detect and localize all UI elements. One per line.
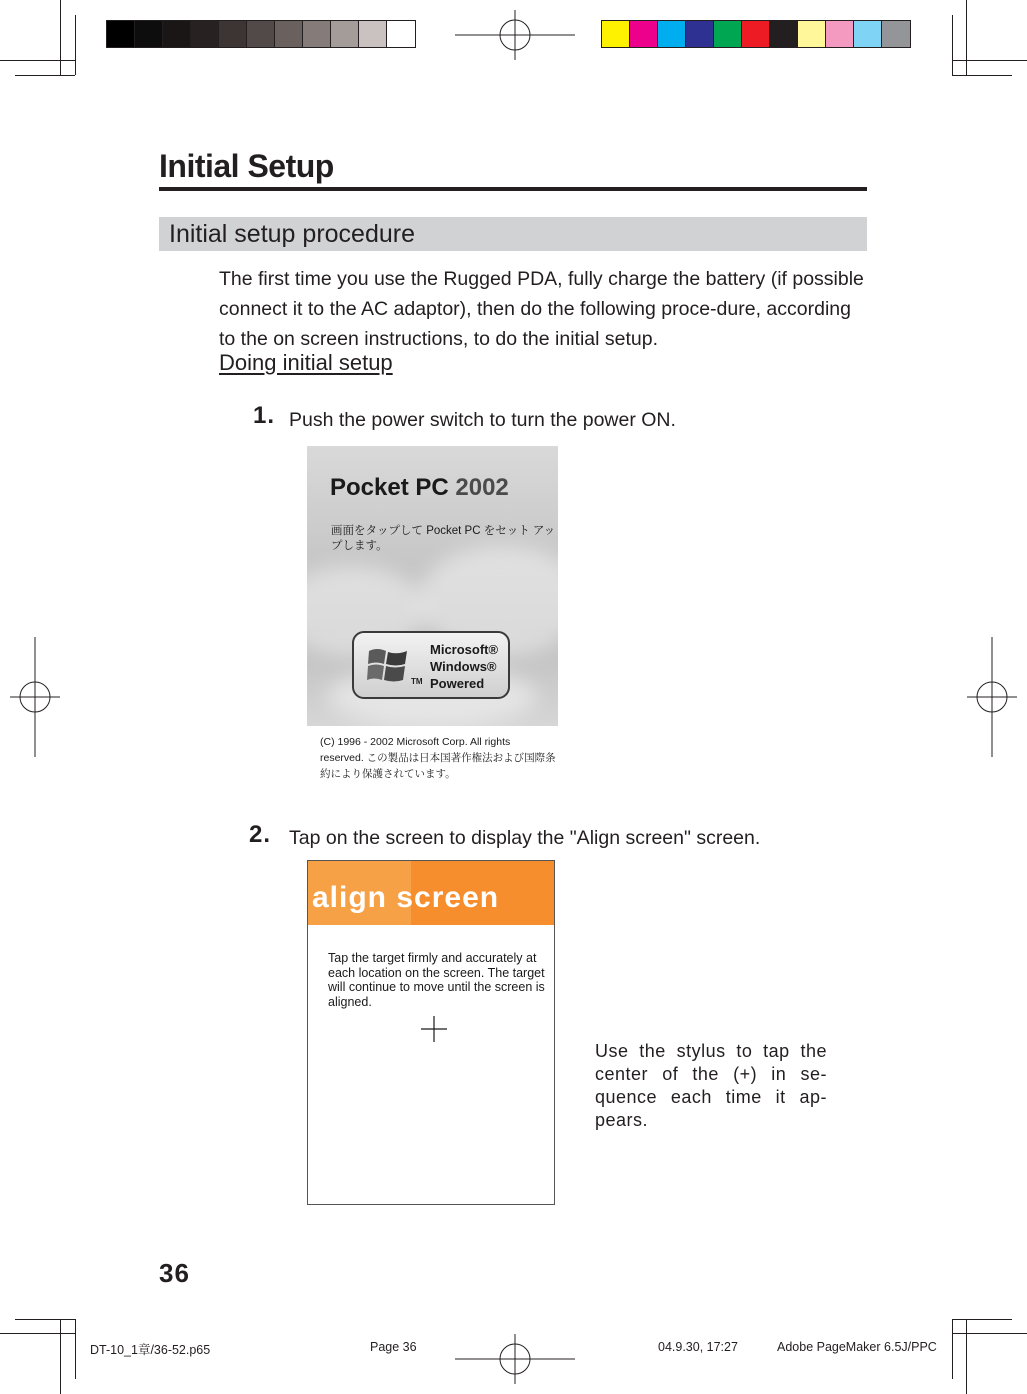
color-swatch	[275, 21, 303, 47]
color-swatch	[854, 21, 882, 47]
windows-flag-icon	[367, 643, 409, 687]
registration-mark-left	[10, 637, 60, 757]
color-swatch	[882, 21, 910, 47]
badge-text: Microsoft® Windows® Powered	[430, 642, 499, 691]
color-swatch	[798, 21, 826, 47]
color-swatch	[387, 21, 415, 47]
page-title: Initial Setup	[159, 148, 334, 184]
color-swatch	[219, 21, 247, 47]
gray-color-bar	[106, 20, 416, 48]
color-swatch	[826, 21, 854, 47]
slug-page: Page 36	[370, 1340, 417, 1354]
page-number: 36	[159, 1258, 190, 1288]
splash-title: Pocket PC 2002	[330, 474, 509, 501]
align-instruction: Tap the target firmly and accurately at each location on the screen. The target will continue to move until the screen is aligned.	[328, 951, 545, 1009]
pocket-pc-splash-screenshot	[307, 446, 558, 781]
align-screen-screenshot	[307, 860, 555, 1205]
stylus-caption: Use the stylus to tap the center of the (+) in se-quence each time it ap-pears.	[595, 1041, 827, 1130]
color-swatch	[359, 21, 387, 47]
process-color-bar	[601, 20, 911, 48]
color-swatch	[602, 21, 630, 47]
registration-mark-top	[455, 10, 575, 60]
step-number: 2.	[249, 821, 272, 848]
slug-file: DT-10_1章/36-52.p65	[90, 1343, 211, 1357]
color-swatch	[742, 21, 770, 47]
splash-copyright: (C) 1996 - 2002 Microsoft Corp. All rights reserved. この製品は日本国著作権法および国際条約により保護されています。	[320, 736, 556, 780]
color-swatch	[714, 21, 742, 47]
crosshair-target-icon[interactable]	[421, 1016, 447, 1042]
windows-powered-badge	[352, 631, 510, 699]
color-swatch	[770, 21, 798, 47]
splash-instruction: 画面をタップして Pocket PC をセット アップします。	[331, 525, 556, 552]
section-title: Initial setup procedure	[169, 220, 415, 248]
step-text: Tap on the screen to display the "Align screen" screen.	[289, 827, 761, 849]
color-swatch	[630, 21, 658, 47]
color-swatch	[191, 21, 219, 47]
color-swatch	[686, 21, 714, 47]
color-swatch	[331, 21, 359, 47]
color-swatch	[163, 21, 191, 47]
subheading: Doing initial setup	[219, 350, 393, 375]
slug-date: 04.9.30, 17:27	[658, 1340, 738, 1354]
color-swatch	[247, 21, 275, 47]
registration-mark-right	[967, 637, 1017, 757]
color-swatch	[107, 21, 135, 47]
step-text: Push the power switch to turn the power ON.	[289, 409, 676, 431]
registration-mark-bottom	[455, 1334, 575, 1384]
step-number: 1.	[253, 402, 276, 429]
slug-app: Adobe PageMaker 6.5J/PPC	[777, 1340, 937, 1354]
trademark-mark: TM	[411, 677, 423, 686]
title-rule	[159, 187, 867, 191]
color-swatch	[135, 21, 163, 47]
align-title: align screen	[312, 881, 500, 914]
color-swatch	[303, 21, 331, 47]
color-swatch	[658, 21, 686, 47]
intro-paragraph: The first time you use the Rugged PDA, fully charge the battery (if possible connect it to the AC adaptor), then do the following proce-dure, according to the on screen instructions, to do the initial setup.	[219, 268, 864, 350]
